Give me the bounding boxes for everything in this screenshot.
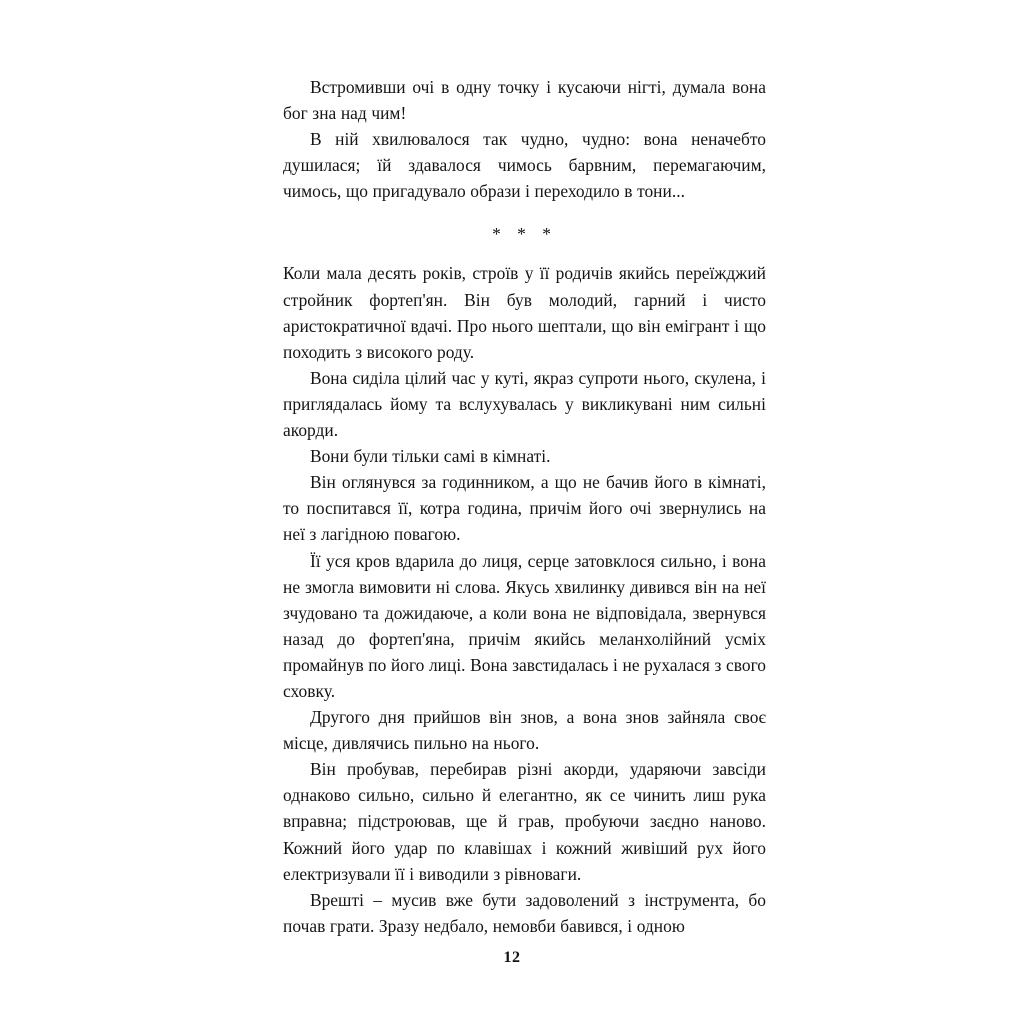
paragraph: Він оглянувся за годинником, а що не бачив його в кімнаті, то поспитався її, котра година, причім його очі звернулись на неї з лагідною повагою.: [283, 472, 766, 545]
paragraph: Коли мала десять років, строїв у її родичів якийсь переїжджий стройник фортеп'ян. Він був молодий, гарний і чисто аристократичної вдачі. Про нього шептали, що він емігрант і що походить з високого роду.: [283, 263, 766, 362]
paragraph: Другого дня прийшов він знов, а вона знов зайняла своє місце, дивлячись пильно на нього.: [283, 707, 766, 754]
paragraph: В ній хвилювалося так чудно, чудно: вона неначебто душилася; їй здавалося чимось барвним, перемагаючим, чимось, що пригадувало образи і переходило в тони...: [283, 129, 766, 202]
paragraph: Врешті – мусив вже бути задоволений з інструмента, бо почав грати. Зразу недбало, немовби бавився, і одною: [283, 889, 766, 936]
page-number: 12: [503, 949, 521, 966]
paragraph: Встромивши очі в одну точку і кусаючи нігті, думала вона бог зна над чим!: [283, 77, 766, 124]
paragraph: Він пробував, перебирав різні акорди, ударяючи завсіди однаково сильно, сильно й елегантно, як се чинить лиш рука вправна; підстроював, ще й грав, пробуючи заєдно наново. Кожний його удар по клавішах і кожний живіший рух його електризували її і виводили з рівноваги.: [283, 759, 766, 884]
spacer: [283, 204, 766, 218]
page-text-block: [283, 74, 766, 939]
paragraph: Вони були тільки самі в кімнаті.: [309, 446, 551, 467]
scene-break-asterisks: * * *: [492, 224, 557, 245]
paragraph: Її уся кров вдарила до лиця, серце затовклося сильно, і вона не змогла вимовити ні слова. Якусь хвилинку дивився він на неї зчудовано та дожидаюче, а коли вона не відповідала, звернувся назад до фортеп'яна, причім якийсь меланхолійний усміх промайнув по його лиці. Вона завстидалась і не рухалася з свого сховку.: [283, 550, 766, 701]
paragraph: Вона сиділа цілий час у куті, якраз супроти нього, скулена, і приглядалась йому та вслухувалась у викликувані ним сильні акорди.: [283, 367, 766, 441]
scene-break-separator: [283, 218, 766, 254]
